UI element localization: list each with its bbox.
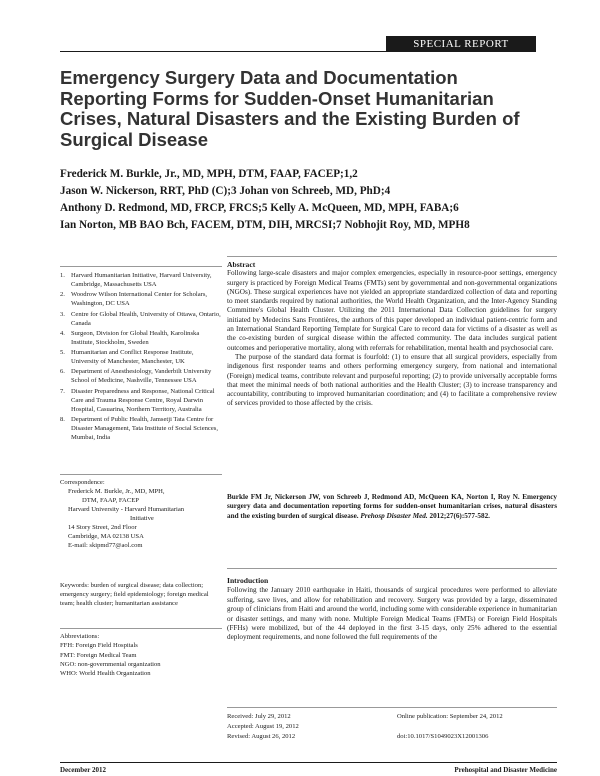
date-revised: Revised: August 26, 2012 (227, 733, 296, 740)
correspondence-line: DTM, FAAP, FACEP (82, 497, 139, 504)
keywords-label: Keywords: (60, 582, 89, 589)
correspondence-email[interactable]: E-mail: skipmd77@aol.com (68, 542, 143, 549)
correspondence-line: Cambridge, MA 02138 USA (68, 533, 144, 540)
keywords (60, 581, 222, 608)
affiliation-item: 3. Centre for Global Health, University of Ottawa, Ontario, Canada (60, 310, 221, 327)
abbreviations (60, 632, 222, 678)
doi[interactable]: doi:10.1017/S1049023X12001306 (397, 733, 489, 740)
author-line: Jason W. Nickerson, RRT, PhD (C);3 Johan von Schreeb, MD, PhD;4 (60, 185, 391, 197)
citation (227, 493, 557, 521)
affiliation-item: 5. Humanitarian and Conflict Response Institute, University of Manchester, Manchester, UK (60, 349, 194, 366)
abstract-paragraph: The purpose of the standard data format is fourfold: (1) to ensure that all surgical providers, especially from indigenous first responder teams and others performing emergency surgery, from national and international (Foreign) medical teams, contribute relevant and purposeful reporting; (2) to provide universally acceptable forms that meet the minimal needs of both national authorities and the Health Cluster; (3) to increase transparency and accountability, contributing to improved humanitarian coordination; and (4) to facilitate a comprehensive review of services provided to those affected by the crisis. (227, 352, 557, 408)
section-banner: SPECIAL REPORT (386, 36, 536, 52)
abstract-paragraph: Following large-scale disasters and major complex emergencies, especially in resource-poor settings, emergency surgery is practiced by Foreign Medical Teams (FMTs) sent by governmental and non-governmental organizations (NGOs). These surgical experiences have not yielded an appropriate standardized collection of data and reporting to meet standards required by national authorities, the World Health Organization, and the Inter-Agency Standing Committee's Global Health Cluster. Utilizing the 2011 International Data Collection guidelines for surgery initiated by Medecins Sans Frontières, the authors of this paper developed an individual patient-centric form and an International Standard Reporting Template for Surgical Care to record data for victims of a disaster as well as the co-existing burden of surgical disease within the affected community. The data includes surgical patient outcomes and perioperative mortality, along with referrals for rehabilitation, mental health and psychosocial care. (227, 269, 557, 352)
introduction-heading: Introduction (227, 576, 269, 585)
correspondence-line: 14 Story Street, 2nd Floor (68, 524, 137, 531)
abstract-end-rule (227, 568, 557, 569)
publication-dates (227, 712, 557, 742)
dates-rule (227, 707, 557, 708)
abstract-heading: Abstract (227, 260, 256, 269)
left-column-rule (60, 628, 222, 629)
date-received: Received: July 29, 2012 (227, 713, 291, 720)
introduction-text: Following the January 2010 earthquake in Haiti, thousands of surgical procedures were performed to alleviate suffering, save lives, and allow for rehabilitation and recovery. Surgery was provided by a large, disseminated group of clinicians from Haiti and around the world, including some with considerable experience in humanitarian or disaster settings, and many with none. Multiple Foreign Medical Teams (FMTs) or Foreign Field Hospitals (FFHs) were mobilized, but of the 44 deployed in the first 3-15 days, only 25% adhered to the essential deployment requirements, and none followed the full requirements of the (227, 586, 557, 642)
footer-journal: Prehospital and Disaster Medicine (454, 766, 557, 774)
left-column-rule (60, 474, 222, 475)
affiliation-item: 7. Disaster Preparedness and Response, National Critical Care and Trauma Response Centre, Royal Darwin Hospital, Casuarina, Northern Territory, Australia (60, 387, 215, 413)
affiliation-item: 2. Woodrow Wilson International Center for Scholars, Washington, DC USA (60, 291, 208, 308)
correspondence-line: Frederick M. Burkle, Jr., MD, MPH, (68, 488, 165, 495)
author-line: Ian Norton, MB BAO Bch, FACEM, DTM, DIH, MRCSI;7 Nobhojit Roy, MD, MPH8 (60, 219, 470, 231)
abbreviation-item: FFH: Foreign Field Hospitals (60, 642, 138, 650)
correspondence-line: Initiative (130, 515, 154, 522)
date-accepted: Accepted: August 19, 2012 (227, 723, 299, 730)
abbreviation-item: FMT: Foreign Medical Team (60, 651, 137, 659)
banner-rule (60, 51, 536, 52)
citation-journal: Prehosp Disaster Med. (360, 511, 428, 520)
keywords-text: burden of surgical disease; data collection; emergency surgery; field epidemiology; foreign medical team; health cluster; humanitarian assistance (60, 582, 209, 607)
footer-rule (60, 762, 557, 763)
correspondence-heading: Correspondence: (60, 479, 105, 486)
author-line: Frederick M. Burkle, Jr., MD, MPH, DTM, FAAP, FACEP;1,2 (60, 168, 358, 180)
citation-ref: 2012;27(6):577-582. (429, 511, 490, 520)
abstract (227, 260, 557, 409)
affiliations (60, 271, 222, 443)
author-list (60, 166, 550, 234)
abstract-rule (227, 256, 557, 257)
abbreviations-heading: Abbreviations: (60, 633, 100, 640)
affiliation-item: 1. Harvard Humanitarian Initiative, Harvard University, Cambridge, Massachusetts USA (60, 272, 212, 288)
affiliation-item: 6. Department of Anesthesiology, Vanderbilt University School of Medicine, Nashville, Tennessee USA (60, 368, 212, 385)
citation-text: Burkle FM Jr, Nickerson JW, von Schreeb J, Redmond AD, McQueen KA, Norton I, Roy N. Emergency surgery data and documentation reporting forms for sudden-onset humanitarian crises, natural disasters and the existing burden of surgical disease. (227, 493, 557, 520)
author-line: Anthony D. Redmond, MD, FRCP, FRCS;5 Kelly A. McQueen, MD, MPH, FABA;6 (60, 202, 459, 214)
footer-date: December 2012 (60, 766, 106, 774)
date-online: Online publication: September 24, 2012 (397, 713, 503, 720)
correspondence-line: Harvard University - Harvard Humanitarian (68, 506, 185, 513)
left-column-rule (60, 266, 222, 267)
correspondence (60, 478, 222, 550)
affiliation-item: 4. Surgeon, Division for Global Health, Karolinska Institute, Stockholm, Sweden (60, 329, 200, 346)
article-title: Emergency Surgery Data and Documentation Reporting Forms for Sudden-Onset Humanitarian Crises, Natural Disasters and the Existing Burden of Surgical Disease (60, 67, 520, 150)
affiliation-item: 8. Department of Public Health, Jamsetji Tata Centre for Disaster Management, Tata Institute of Social Sciences, Mumbai, India (60, 416, 219, 442)
abbreviation-item: NGO: non-governmental organization (60, 660, 161, 668)
introduction (227, 576, 557, 643)
abbreviation-item: WHO: World Health Organization (60, 670, 151, 678)
